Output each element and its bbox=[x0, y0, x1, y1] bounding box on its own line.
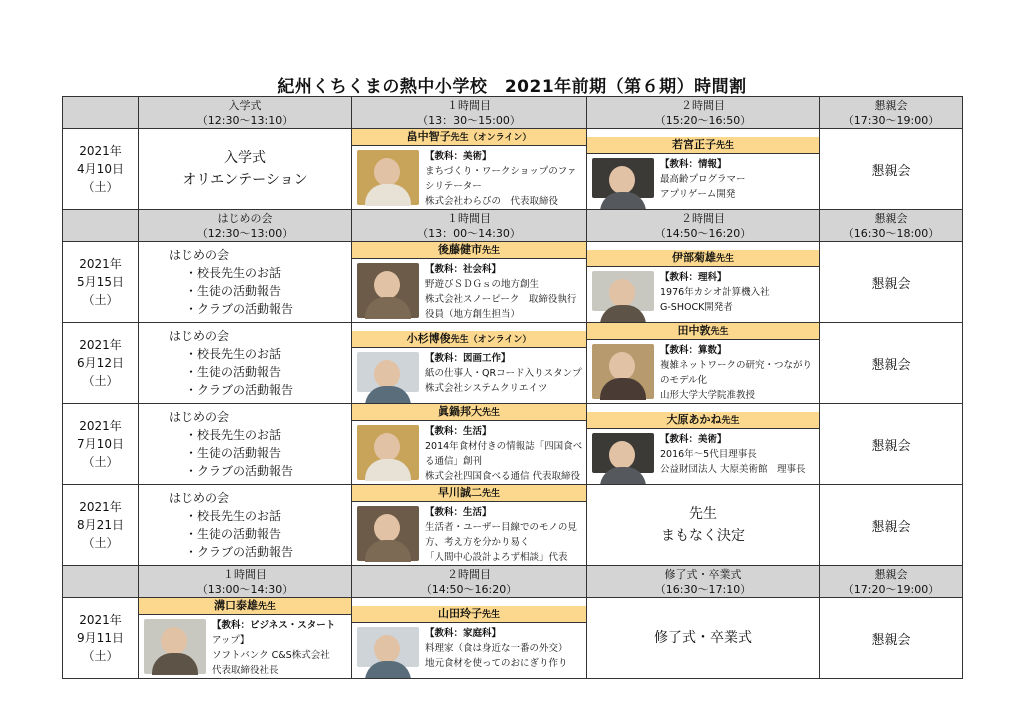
agenda-item: ・校長先生のお話 bbox=[185, 428, 282, 442]
teacher-suffix: 先生 bbox=[715, 253, 734, 264]
schedule-row bbox=[63, 129, 963, 210]
date-text: （土） bbox=[82, 536, 119, 550]
teacher-suffix: 先生 bbox=[721, 415, 740, 426]
teacher-desc: のモデル化 bbox=[660, 375, 708, 386]
teacher-info bbox=[425, 348, 586, 396]
date-cell bbox=[63, 242, 139, 323]
teacher-name bbox=[587, 412, 819, 429]
date-text: 2021年 bbox=[79, 144, 122, 158]
agenda-item: ・クラブの活動報告 bbox=[185, 383, 294, 397]
photo-head bbox=[374, 514, 400, 542]
teacher-info bbox=[212, 615, 351, 678]
date-cell bbox=[63, 598, 139, 679]
teacher-desc: 2016年〜5代目理事長 bbox=[660, 448, 757, 460]
teacher-card bbox=[352, 485, 586, 565]
header-label: はじめの会 bbox=[217, 211, 273, 225]
teacher-photo bbox=[592, 344, 654, 399]
date-text: 2021年 bbox=[79, 338, 122, 352]
date-text: （土） bbox=[82, 180, 119, 194]
teacher-info bbox=[425, 502, 586, 565]
teacher-desc: る通信」創刊 bbox=[425, 456, 483, 467]
header-label: １時間目 bbox=[447, 211, 491, 225]
photo-body bbox=[365, 661, 411, 679]
photo-head bbox=[374, 635, 400, 663]
header-time: （12:30〜13:00） bbox=[196, 226, 294, 240]
photo-body bbox=[600, 192, 646, 210]
teacher-desc: G-SHOCK開発者 bbox=[660, 301, 733, 313]
teacher-desc: 株式会社四国食べる通信 代表取締役 bbox=[425, 471, 581, 482]
teacher-desc: 地元食材を使ってのおにぎり作り bbox=[425, 657, 568, 669]
teacher-name bbox=[139, 598, 351, 615]
agenda-item: ・クラブの活動報告 bbox=[185, 464, 294, 478]
teacher-info bbox=[425, 421, 586, 484]
teacher-card bbox=[587, 412, 819, 477]
header-cell bbox=[352, 210, 587, 242]
teacher-body bbox=[352, 348, 586, 396]
teacher-info bbox=[425, 259, 586, 322]
date-text: 5月15日 bbox=[77, 275, 124, 289]
teacher-name bbox=[352, 485, 586, 502]
teacher-desc: アップ】 bbox=[212, 635, 250, 646]
teacher-photo bbox=[592, 433, 654, 473]
teacher-info bbox=[660, 340, 819, 403]
teacher-card bbox=[139, 598, 351, 678]
teacher-cell bbox=[587, 404, 820, 485]
teacher-suffix: 先生 bbox=[481, 408, 500, 418]
date-cell bbox=[63, 485, 139, 566]
date-text: （土） bbox=[82, 374, 119, 388]
date-text: （土） bbox=[82, 455, 119, 469]
cell-text: 入学式 bbox=[224, 150, 266, 166]
teacher-desc: 複雑ネットワークの研究・つながり bbox=[660, 360, 813, 371]
teacher-subject: 【教科：算数】 bbox=[660, 345, 727, 356]
teacher-body bbox=[587, 340, 819, 403]
header-cell bbox=[63, 566, 139, 598]
teacher-card bbox=[352, 606, 586, 671]
photo-head bbox=[161, 627, 187, 655]
party-cell: 懇親会 bbox=[820, 598, 963, 679]
agenda-item: ・クラブの活動報告 bbox=[185, 545, 294, 559]
agenda-cell bbox=[139, 404, 352, 485]
agenda-title: はじめの会 bbox=[169, 248, 230, 262]
header-label bbox=[63, 567, 138, 582]
teacher-name-text: 後藤健市 bbox=[437, 243, 482, 256]
teacher-desc: 方、考え方を分かり易く bbox=[425, 537, 530, 548]
cell-text: 修了式・卒業式 bbox=[654, 630, 752, 646]
teacher-suffix: 先生 bbox=[715, 140, 734, 151]
photo-head bbox=[609, 352, 635, 380]
header-label: 修了式・卒業式 bbox=[664, 567, 742, 581]
teacher-subject: 【教科：生活】 bbox=[425, 507, 492, 518]
teacher-subject: 【教科：美術】 bbox=[660, 433, 727, 445]
header-time: （14:50〜16:20） bbox=[654, 226, 752, 240]
teacher-body bbox=[587, 429, 819, 477]
teacher-card bbox=[587, 250, 819, 315]
header-row bbox=[63, 97, 963, 129]
teacher-desc: 紙の仕事人・QRコード入りスタンプ bbox=[425, 367, 582, 379]
party-cell: 懇親会 bbox=[820, 129, 963, 210]
teacher-body bbox=[352, 259, 586, 322]
teacher-desc: 野遊びＳＤＧｓの地方創生 bbox=[425, 279, 540, 290]
header-label: ２時間目 bbox=[681, 211, 725, 225]
teacher-cell bbox=[352, 242, 587, 323]
photo-body bbox=[152, 653, 198, 675]
header-cell bbox=[352, 97, 587, 129]
header-label: １時間目 bbox=[447, 98, 491, 112]
teacher-info bbox=[425, 623, 586, 671]
header-cell bbox=[63, 97, 139, 129]
teacher-name bbox=[587, 250, 819, 267]
date-text: 8月21日 bbox=[77, 518, 124, 532]
photo-head bbox=[609, 441, 635, 469]
teacher-subject: 【教科：ビジネス・スタート bbox=[212, 620, 336, 631]
header-cell bbox=[587, 97, 820, 129]
teacher-cell bbox=[352, 485, 587, 566]
photo-body bbox=[365, 184, 411, 206]
header-time: （16:30〜18:00） bbox=[842, 226, 940, 240]
teacher-cell bbox=[587, 485, 820, 566]
teacher-suffix: 先生 bbox=[710, 327, 729, 337]
date-text: 2021年 bbox=[79, 613, 122, 627]
header-cell bbox=[139, 97, 352, 129]
teacher-desc: 「人間中心設計よろず相談」代表 bbox=[425, 552, 568, 563]
header-cell bbox=[587, 566, 820, 598]
header-time bbox=[63, 113, 138, 128]
teacher-card bbox=[352, 129, 586, 209]
teacher-card bbox=[352, 331, 586, 396]
header-label: ２時間目 bbox=[681, 98, 725, 112]
teacher-suffix: 先生（オンライン） bbox=[450, 334, 532, 345]
teacher-name bbox=[352, 404, 586, 421]
teacher-desc: 生活者・ユーザー目線でのモノの見 bbox=[425, 522, 577, 533]
teacher-desc: 最高齢プログラマー bbox=[660, 173, 746, 185]
header-label: 懇親会 bbox=[874, 98, 908, 112]
party-cell: 懇親会 bbox=[820, 242, 963, 323]
header-time bbox=[63, 582, 138, 597]
schedule-row bbox=[63, 242, 963, 323]
header-cell bbox=[139, 566, 352, 598]
agenda-item: ・生徒の活動報告 bbox=[185, 446, 282, 460]
teacher-info bbox=[660, 429, 819, 477]
teacher-desc: アプリゲーム開発 bbox=[660, 188, 736, 200]
party-cell: 懇親会 bbox=[820, 323, 963, 404]
header-row bbox=[63, 566, 963, 598]
date-text: 7月10日 bbox=[77, 437, 124, 451]
agenda-cell bbox=[139, 323, 352, 404]
photo-head bbox=[374, 433, 400, 461]
header-cell bbox=[139, 210, 352, 242]
teacher-card bbox=[587, 323, 819, 403]
date-text: 4月10日 bbox=[77, 162, 124, 176]
teacher-body bbox=[352, 421, 586, 484]
teacher-name bbox=[352, 331, 586, 348]
agenda-item: ・校長先生のお話 bbox=[185, 266, 282, 280]
teacher-cell bbox=[352, 323, 587, 404]
teacher-desc: 公益財団法人 大原美術館 理事長 bbox=[660, 463, 806, 475]
agenda-title: はじめの会 bbox=[169, 410, 230, 424]
teacher-name-text: 大原あかね bbox=[666, 412, 722, 426]
teacher-subject: 【教科：家庭科】 bbox=[425, 627, 502, 639]
teacher-name bbox=[352, 242, 586, 259]
teacher-name bbox=[352, 606, 586, 623]
teacher-desc: 株式会社システムクリエイツ bbox=[425, 382, 548, 394]
teacher-cell bbox=[352, 129, 587, 210]
date-text: （土） bbox=[82, 649, 119, 663]
header-time: （15:20〜16:50） bbox=[654, 113, 752, 127]
teacher-name-text: 溝口泰雄 bbox=[213, 599, 258, 612]
ceremony-cell bbox=[587, 598, 820, 679]
teacher-desc: 山形大学大学院准教授 bbox=[660, 390, 756, 401]
teacher-photo bbox=[357, 506, 419, 561]
opening-cell bbox=[139, 129, 352, 210]
teacher-info bbox=[660, 154, 819, 202]
header-cell bbox=[820, 210, 963, 242]
teacher-info bbox=[425, 146, 586, 209]
teacher-name-text: 田中敦 bbox=[677, 324, 711, 337]
photo-body bbox=[365, 459, 411, 481]
photo-head bbox=[374, 271, 400, 299]
date-text: 2021年 bbox=[79, 419, 122, 433]
schedule-row bbox=[63, 598, 963, 679]
teacher-card bbox=[587, 137, 819, 202]
photo-body bbox=[600, 467, 646, 485]
photo-body bbox=[365, 297, 411, 319]
page-title: 紀州くちくまの熱中小学校 2021年前期（第６期）時間割 bbox=[277, 77, 747, 97]
teacher-cell bbox=[352, 404, 587, 485]
teacher-desc: ソフトバンク C&S株式会社 bbox=[212, 650, 330, 661]
teacher-cell bbox=[587, 129, 820, 210]
teacher-suffix: 先生 bbox=[257, 602, 276, 612]
header-label: １時間目 bbox=[223, 567, 267, 581]
date-cell bbox=[63, 323, 139, 404]
date-text: 6月12日 bbox=[77, 356, 124, 370]
teacher-desc: まちづくり・ワークショップのファ bbox=[425, 166, 577, 177]
header-label bbox=[63, 98, 138, 113]
teacher-cell bbox=[587, 242, 820, 323]
teacher-name-text: 畠中智子 bbox=[406, 130, 451, 143]
teacher-suffix: 先生（オンライン） bbox=[450, 133, 532, 143]
teacher-body bbox=[587, 154, 819, 202]
photo-body bbox=[600, 305, 646, 323]
teacher-desc: 料理家（食は身近な一番の外交） bbox=[425, 642, 568, 654]
schedule-row bbox=[63, 485, 963, 566]
schedule-row bbox=[63, 323, 963, 404]
teacher-name-text: 若宮正子 bbox=[671, 137, 716, 151]
teacher-name-text: 伊部菊雄 bbox=[671, 250, 716, 264]
teacher-subject: 【教科：情報】 bbox=[660, 158, 727, 170]
teacher-suffix: 先生 bbox=[481, 246, 500, 256]
header-cell bbox=[820, 566, 963, 598]
date-cell bbox=[63, 404, 139, 485]
teacher-body bbox=[352, 146, 586, 209]
header-time: （17:20〜19:00） bbox=[842, 582, 940, 596]
header-cell bbox=[587, 210, 820, 242]
teacher-subject: 【教科：美術】 bbox=[425, 151, 492, 162]
header-time: （14:50〜16:20） bbox=[420, 582, 518, 596]
teacher-name-text: 眞鍋邦大 bbox=[437, 405, 482, 418]
header-label bbox=[63, 211, 138, 226]
teacher-subject: 【教科：社会科】 bbox=[425, 264, 502, 275]
header-time: （12:30〜13:10） bbox=[196, 113, 294, 127]
teacher-desc: 1976年カシオ計算機入社 bbox=[660, 286, 770, 298]
header-label: 入学式 bbox=[228, 98, 262, 112]
header-label: 懇親会 bbox=[874, 211, 908, 225]
agenda-item: ・校長先生のお話 bbox=[185, 347, 282, 361]
teacher-suffix: 先生 bbox=[481, 609, 500, 620]
photo-head bbox=[374, 158, 400, 186]
teacher-photo bbox=[357, 263, 419, 318]
header-cell bbox=[352, 566, 587, 598]
teacher-name bbox=[587, 323, 819, 340]
date-text: （土） bbox=[82, 293, 119, 307]
agenda-cell bbox=[139, 242, 352, 323]
party-cell: 懇親会 bbox=[820, 485, 963, 566]
date-cell bbox=[63, 129, 139, 210]
teacher-body bbox=[587, 267, 819, 315]
teacher-name bbox=[352, 129, 586, 146]
party-cell: 懇親会 bbox=[820, 404, 963, 485]
teacher-card bbox=[352, 404, 586, 484]
agenda-item: ・生徒の活動報告 bbox=[185, 365, 282, 379]
timetable bbox=[62, 96, 962, 679]
teacher-cell bbox=[352, 598, 587, 679]
date-text: 2021年 bbox=[79, 500, 122, 514]
teacher-photo bbox=[592, 271, 654, 311]
agenda-item: ・生徒の活動報告 bbox=[185, 284, 282, 298]
photo-head bbox=[609, 166, 635, 194]
header-cell bbox=[820, 97, 963, 129]
header-label: ２時間目 bbox=[447, 567, 491, 581]
teacher-cell bbox=[139, 598, 352, 679]
header-time: （16:30〜17:10） bbox=[654, 582, 752, 596]
teacher-desc: シリテーター bbox=[425, 181, 482, 192]
teacher-card bbox=[352, 242, 586, 322]
teacher-body bbox=[352, 623, 586, 671]
header-row bbox=[63, 210, 963, 242]
agenda-title: はじめの会 bbox=[169, 329, 230, 343]
header-label: 懇親会 bbox=[874, 567, 908, 581]
teacher-name-text: 山田玲子 bbox=[437, 606, 482, 620]
teacher-name bbox=[587, 137, 819, 154]
teacher-cell bbox=[587, 323, 820, 404]
teacher-desc: 役員（地方創生担当） bbox=[425, 309, 521, 320]
date-text: 2021年 bbox=[79, 257, 122, 271]
teacher-name-text: 小杉博俊 bbox=[406, 331, 451, 345]
photo-body bbox=[365, 386, 411, 404]
photo-body bbox=[365, 540, 411, 562]
teacher-desc: 代表取締役社長 bbox=[212, 665, 279, 676]
photo-head bbox=[609, 279, 635, 307]
date-text: 9月11日 bbox=[77, 631, 124, 645]
schedule-row bbox=[63, 404, 963, 485]
teacher-desc: 株式会社スノーピーク 取締役執行 bbox=[425, 294, 577, 305]
header-time: （13：30〜15:00） bbox=[417, 113, 521, 127]
teacher-desc: 2014年食材付きの情報誌「四国食べ bbox=[425, 441, 583, 452]
teacher-body bbox=[139, 615, 351, 678]
teacher-name-text: 早川誠二 bbox=[437, 486, 482, 499]
agenda-item: ・校長先生のお話 bbox=[185, 509, 282, 523]
teacher-desc: 株式会社わらびの 代表取締役 bbox=[425, 196, 559, 207]
photo-body bbox=[600, 378, 646, 400]
header-time: （13:00〜14:30） bbox=[196, 582, 294, 596]
teacher-subject: 【教科：理科】 bbox=[660, 271, 727, 283]
agenda-item: ・生徒の活動報告 bbox=[185, 527, 282, 541]
photo-head bbox=[374, 360, 400, 388]
header-time bbox=[63, 226, 138, 241]
agenda-title: はじめの会 bbox=[169, 491, 230, 505]
teacher-photo bbox=[144, 619, 206, 674]
teacher-subject: 【教科：図画工作】 bbox=[425, 352, 511, 364]
teacher-subject: 【教科：生活】 bbox=[425, 426, 492, 437]
header-time: （17:30〜19:00） bbox=[842, 113, 940, 127]
agenda-item: ・クラブの活動報告 bbox=[185, 302, 294, 316]
header-cell bbox=[63, 210, 139, 242]
cell-text: まもなく決定 bbox=[661, 528, 745, 544]
teacher-body bbox=[352, 502, 586, 565]
teacher-info bbox=[660, 267, 819, 315]
agenda-cell bbox=[139, 485, 352, 566]
teacher-photo bbox=[357, 150, 419, 205]
teacher-photo bbox=[357, 627, 419, 667]
teacher-suffix: 先生 bbox=[481, 489, 500, 499]
cell-text: 先生 bbox=[689, 506, 717, 522]
teacher-photo bbox=[357, 352, 419, 392]
cell-text: オリエンテーション bbox=[182, 172, 308, 188]
teacher-photo bbox=[357, 425, 419, 480]
teacher-photo bbox=[592, 158, 654, 198]
header-time: （13：00〜14:30） bbox=[417, 226, 521, 240]
